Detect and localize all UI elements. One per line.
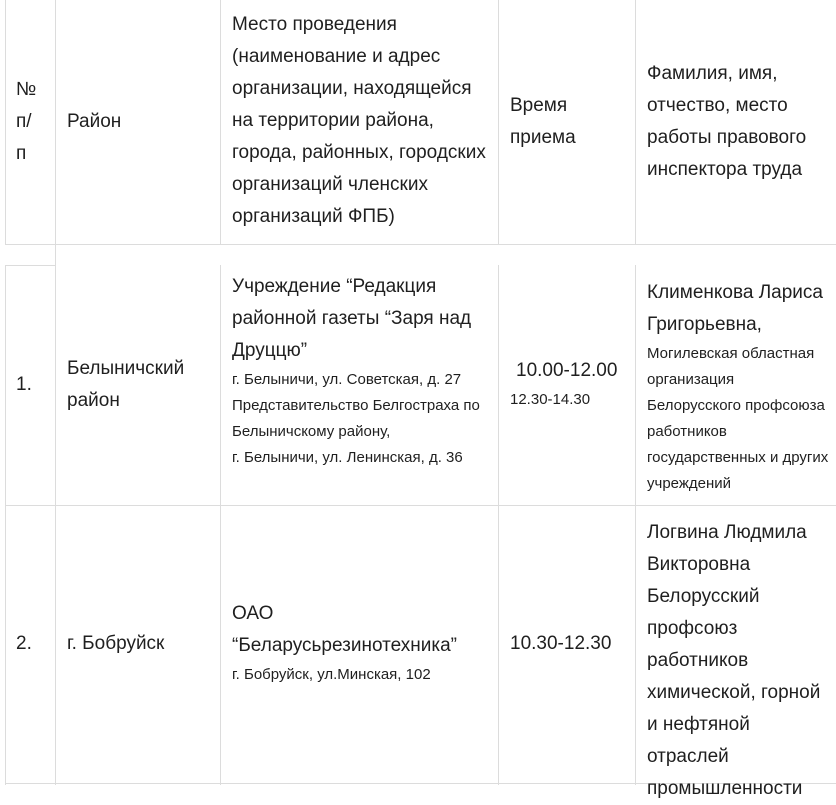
header-inspector-line: отчество, место [647, 95, 788, 116]
venue-detail-line: г. Бобруйск, ул.Минская, 102 [232, 666, 431, 683]
venue-name-line: Учреждение “Редакция [232, 276, 437, 297]
row-district-label: г. Бобруйск [67, 633, 165, 654]
header-inspector-line: Фамилия, имя, [647, 63, 778, 84]
column-divider [5, 0, 6, 244]
header-venue [232, 9, 496, 233]
venue-detail-line: г. Белыничи, ул. Советская, д. 27 [232, 371, 462, 388]
column-divider [220, 0, 221, 244]
header-venue-line: (наименование и адрес [232, 46, 441, 67]
venue-name-line: районной газеты “Заря над [232, 308, 472, 329]
row-number [16, 265, 54, 505]
header-inspector-line: работы правового [647, 127, 807, 148]
inspector-org-line: Белорусского профсоюза [647, 397, 825, 414]
inspector-name-line: Григорьевна, [647, 314, 762, 335]
inspector-line: промышленности [647, 778, 803, 799]
inspector-line: Викторовна [647, 554, 751, 575]
venue-name-line: “Беларусьрезинотехника” [232, 635, 457, 656]
header-venue-line: организаций членских [232, 174, 428, 195]
inspector-line: Логвина Людмила [647, 522, 807, 543]
row-district-line: Белыничский [67, 358, 185, 379]
inspector-name-line: Клименкова Лариса [647, 282, 823, 303]
inspector-org-line: государственных и других [647, 449, 829, 466]
column-divider [635, 0, 636, 244]
time-main: 10.00-12.00 [516, 360, 618, 381]
column-divider [55, 0, 56, 785]
header-venue-line: на территории района, [232, 110, 434, 131]
inspector-org-line: учреждений [647, 475, 732, 492]
row-number-label: 2. [16, 633, 32, 654]
venue-detail-line: Представительство Белгостраха по [232, 397, 480, 414]
header-inspector-line: инспектора труда [647, 159, 803, 180]
column-divider [498, 0, 499, 244]
row-time [510, 505, 634, 783]
inspector-line: профсоюз [647, 618, 738, 639]
time-main: 10.30-12.30 [510, 633, 612, 654]
inspector-line: Белорусский [647, 586, 760, 607]
header-venue-line: Место проведения [232, 14, 397, 35]
inspector-org-line: Могилевская областная [647, 345, 815, 362]
inspector-org-line: организация [647, 371, 735, 388]
venue-detail-line: г. Белыничи, ул. Ленинская, д. 36 [232, 449, 463, 466]
inspector-line: и нефтяной отраслей [647, 714, 750, 767]
header-venue-line: организаций ФПБ) [232, 206, 395, 227]
header-number-line: № [16, 79, 37, 100]
header-inspector [647, 0, 835, 244]
header-district-label: Район [67, 111, 122, 132]
header-venue-line: организации, находящейся [232, 78, 472, 99]
header-venue-line: города, районных, городских [232, 142, 486, 163]
header-time-line: Время [510, 95, 568, 116]
row-time [510, 355, 634, 413]
row-venue [232, 271, 496, 471]
venue-name-line: Друццю” [232, 340, 308, 361]
column-divider [5, 265, 6, 785]
row-number-label: 1. [16, 374, 32, 395]
header-number-line: п/ [16, 111, 32, 132]
header-district [67, 0, 217, 244]
row-district [67, 265, 217, 505]
row-inspector [647, 277, 835, 497]
venue-detail-line: Белыничскому району, [232, 423, 391, 440]
header-time [510, 0, 634, 244]
inspector-line: работников [647, 650, 749, 671]
inspector-line: химической, горной [647, 682, 821, 703]
header-number [16, 0, 54, 244]
column-divider [498, 265, 499, 785]
row-venue [232, 598, 496, 688]
column-divider [220, 265, 221, 785]
row-divider [5, 244, 836, 245]
header-number-line: п [16, 143, 27, 164]
row-district-line: район [67, 390, 120, 411]
row-district [67, 505, 217, 783]
inspector-org-line: работников [647, 423, 727, 440]
row-inspector [647, 517, 835, 805]
venue-name-line: ОАО [232, 603, 274, 624]
header-time-line: приема [510, 127, 576, 148]
column-divider [635, 265, 636, 785]
row-number [16, 505, 54, 783]
time-extra: 12.30-14.30 [510, 391, 591, 408]
